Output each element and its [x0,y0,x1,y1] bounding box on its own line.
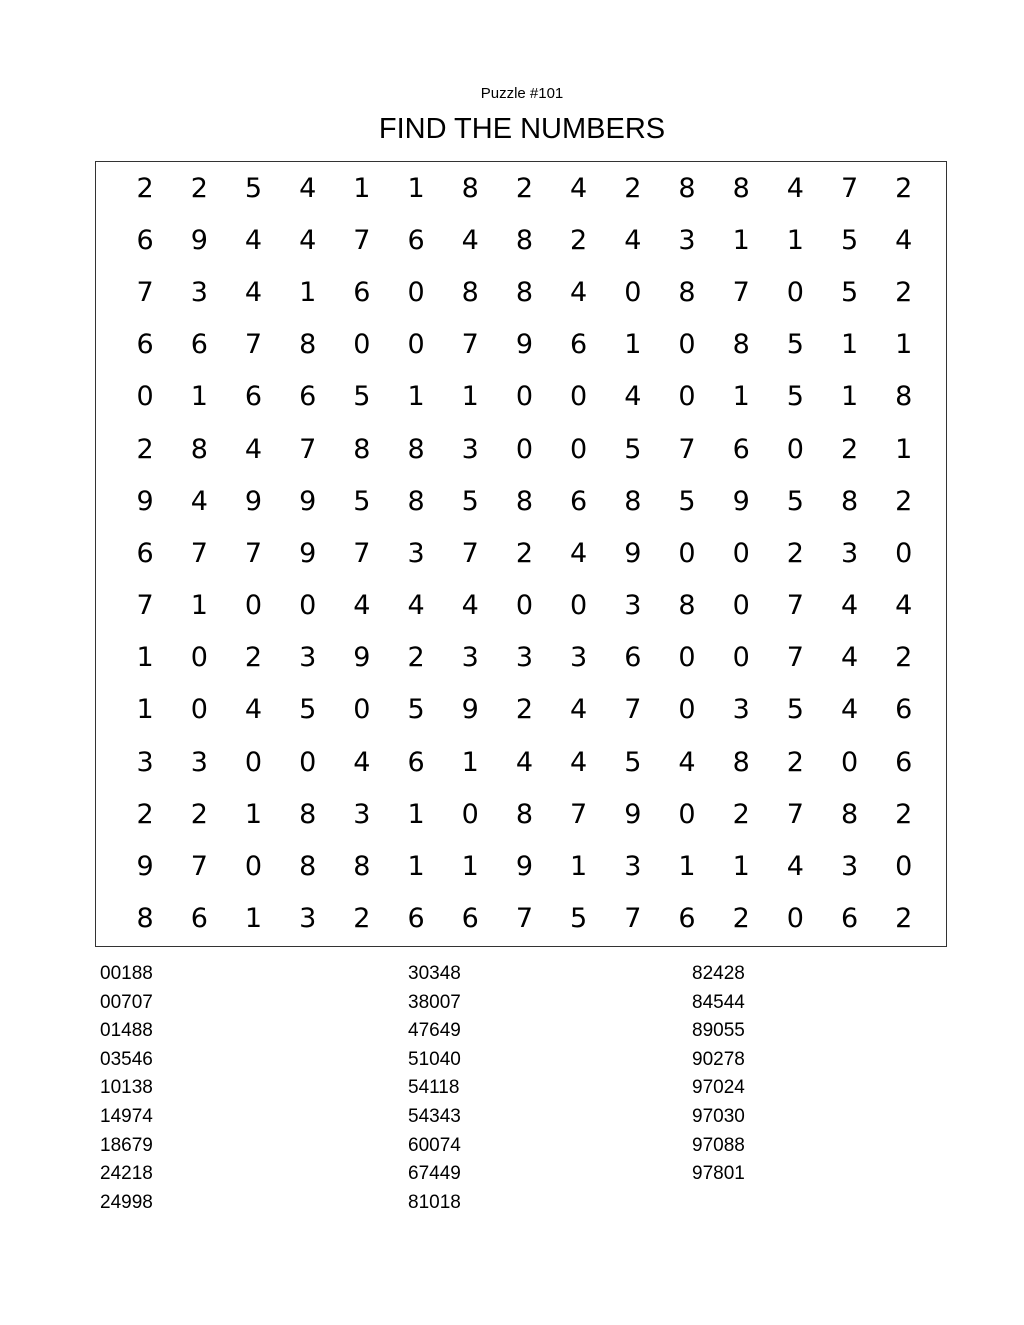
grid-cell: 3 [353,798,371,830]
grid-cell: 4 [624,224,642,256]
grid-cell: 9 [461,694,479,726]
grid-cell: 4 [299,172,317,204]
grid-cell: 0 [732,642,750,674]
grid-cell: 1 [895,329,913,361]
grid-cell: 1 [678,851,696,883]
grid-cell: 0 [570,381,588,413]
grid-cell: 2 [136,433,154,465]
word-list-item: 30348 [408,963,461,984]
grid-cell: 9 [515,329,533,361]
word-list-item: 60074 [408,1134,461,1156]
grid-cell: 8 [353,851,371,883]
grid-cell: 4 [570,746,588,778]
grid-cell: 3 [461,433,479,465]
grid-cell: 1 [244,903,263,935]
page-title: FIND THE NUMBERS [378,113,666,145]
grid-cell: 3 [624,590,642,622]
grid-cell: 9 [515,851,533,883]
grid-cell: 0 [786,276,804,308]
grid-cell: 6 [624,642,642,674]
grid-cell: 2 [732,798,750,830]
grid-cell: 2 [895,642,913,674]
grid-cell: 1 [407,172,425,204]
grid-cell: 0 [786,433,804,465]
grid-cell: 4 [678,746,696,778]
grid-cell: 0 [353,694,371,726]
grid-cell: 7 [678,433,696,465]
word-list-item: 38007 [408,991,461,1013]
grid-cell: 6 [461,903,479,935]
grid-cell: 9 [244,485,263,517]
grid-cell: 1 [895,433,913,465]
grid-cell: 9 [732,485,750,517]
grid-cell: 0 [570,590,588,622]
grid-cell: 6 [678,903,696,935]
grid-cell: 5 [353,485,371,517]
grid-cell: 0 [570,433,588,465]
word-list-item: 97801 [692,1163,745,1185]
grid-cell: 4 [840,590,859,622]
grid-cell: 8 [407,433,425,465]
word-list-item: 00707 [100,991,153,1013]
grid-cell: 6 [407,746,425,778]
puzzle-grid [118,162,931,945]
grid-cell: 7 [515,903,533,935]
grid-cell: 4 [353,746,371,778]
grid-cell: 2 [786,746,804,778]
grid-cell: 5 [624,433,642,465]
grid-cell: 5 [624,746,642,778]
grid-cell: 0 [461,798,479,830]
grid-cell: 0 [515,381,533,413]
grid-cell: 4 [461,224,479,256]
grid-cell: 2 [515,537,533,569]
grid-cell: 2 [407,642,425,674]
grid-cell: 0 [136,381,154,413]
grid-cell: 3 [624,851,642,883]
puzzle-number: Puzzle #101 [480,85,564,102]
grid-cell: 6 [732,433,750,465]
grid-cell: 0 [407,276,425,308]
grid-cell: 4 [840,642,859,674]
word-list-item: 24998 [100,1191,153,1213]
grid-cell: 2 [840,433,859,465]
grid-cell: 6 [299,381,317,413]
grid-cell: 9 [190,224,208,256]
grid-cell: 3 [840,537,859,569]
grid-cell: 1 [786,224,804,256]
grid-cell: 4 [244,224,263,256]
grid-cell: 4 [244,433,263,465]
grid-cell: 8 [732,172,750,204]
grid-cell: 5 [786,329,804,361]
grid-cell: 6 [136,537,154,569]
grid-cell: 0 [299,746,317,778]
grid-cell: 8 [515,224,533,256]
grid-cell: 8 [461,276,479,308]
word-list-item: 97030 [692,1105,745,1127]
grid-cell: 0 [190,642,208,674]
grid-cell: 4 [570,694,588,726]
grid-cell: 5 [353,381,371,413]
grid-cell: 2 [190,172,208,204]
grid-cell: 0 [895,851,913,883]
grid-cell: 0 [244,851,263,883]
grid-cell: 0 [515,433,533,465]
grid-cell: 1 [136,642,154,674]
grid-cell: 1 [299,276,317,308]
grid-cell: 4 [570,276,588,308]
grid-cell: 3 [840,851,859,883]
grid-cell: 3 [570,642,588,674]
grid-cell: 4 [244,694,263,726]
grid-cell: 4 [407,590,425,622]
grid-cell: 2 [136,172,154,204]
grid-cell: 1 [461,746,479,778]
grid-cell: 2 [895,172,913,204]
grid-cell: 2 [515,172,533,204]
grid-cell: 4 [353,590,371,622]
grid-cell: 2 [624,172,642,204]
grid-cell: 3 [678,224,696,256]
grid-cell: 8 [461,172,479,204]
grid-cell: 6 [570,329,588,361]
word-list-item: 84544 [692,991,745,1013]
word-list-item: 82428 [692,963,745,984]
grid-cell: 0 [190,694,208,726]
grid-cell: 5 [244,172,263,204]
word-list-item: 97088 [692,1134,745,1156]
grid-cell: 0 [840,746,859,778]
grid-cell: 4 [515,746,533,778]
grid-cell: 1 [136,694,154,726]
grid-cell: 7 [570,798,588,830]
grid-cell: 7 [732,276,750,308]
grid-cell: 8 [299,329,317,361]
grid-cell: 1 [624,329,642,361]
grid-cell: 3 [299,903,317,935]
grid-cell: 8 [515,485,533,517]
grid-cell: 8 [840,798,859,830]
grid-cell: 8 [678,590,696,622]
grid-cell: 0 [299,590,317,622]
grid-cell: 5 [840,276,859,308]
puzzle-grid-box [95,161,947,947]
grid-cell: 8 [136,903,154,935]
grid-cell: 2 [732,903,750,935]
word-list-item: 10138 [100,1077,153,1099]
grid-cell: 5 [461,485,479,517]
word-list-item: 18679 [100,1134,153,1156]
grid-cell: 7 [624,694,642,726]
grid-cell: 8 [299,851,317,883]
grid-cell: 7 [136,590,154,622]
grid-cell: 5 [786,381,804,413]
word-list-column-1 [100,960,153,1217]
grid-cell: 4 [895,224,913,256]
grid-cell: 3 [299,642,317,674]
grid-cell: 1 [190,381,208,413]
grid-cell: 4 [570,172,588,204]
grid-cell: 0 [732,537,750,569]
grid-cell: 5 [786,485,804,517]
grid-cell: 2 [786,537,804,569]
grid-cell: 7 [190,851,208,883]
grid-cell: 1 [570,851,588,883]
grid-cell: 6 [407,224,425,256]
grid-cell: 3 [732,694,750,726]
grid-cell: 3 [407,537,425,569]
grid-cell: 6 [570,485,588,517]
grid-cell: 2 [190,798,208,830]
grid-cell: 0 [678,381,696,413]
grid-cell: 0 [624,276,642,308]
word-list-item: 24218 [100,1163,153,1185]
grid-cell: 9 [299,485,317,517]
word-list-item: 90278 [692,1048,745,1070]
grid-cell: 7 [786,798,804,830]
word-list-item: 51040 [408,1048,461,1070]
grid-cell: 7 [461,329,479,361]
grid-cell: 6 [136,329,154,361]
grid-cell: 1 [461,851,479,883]
word-list-item: 89055 [692,1020,745,1042]
grid-cell: 3 [461,642,479,674]
grid-cell: 2 [353,903,371,935]
grid-cell: 1 [407,851,425,883]
grid-cell: 7 [353,537,371,569]
grid-cell: 4 [840,694,859,726]
grid-cell: 2 [895,798,913,830]
grid-cell: 5 [678,485,696,517]
grid-cell: 0 [678,798,696,830]
grid-cell: 8 [732,746,750,778]
grid-cell: 7 [840,172,859,204]
grid-cell: 8 [515,798,533,830]
grid-cell: 9 [136,851,154,883]
grid-cell: 7 [461,537,479,569]
grid-cell: 5 [840,224,859,256]
grid-cell: 1 [353,172,371,204]
word-list-item: 67449 [408,1163,461,1185]
word-list-item: 47649 [408,1020,461,1042]
word-list-item: 00188 [100,963,153,984]
grid-cell: 1 [244,798,263,830]
grid-cell: 4 [570,537,588,569]
grid-cell: 7 [244,537,263,569]
grid-cell: 9 [624,798,642,830]
grid-cell: 3 [190,746,208,778]
grid-cell: 0 [678,537,696,569]
grid-cell: 4 [244,276,263,308]
grid-cell: 7 [353,224,371,256]
grid-cell: 8 [353,433,371,465]
grid-cell: 1 [732,381,750,413]
word-list-column-3 [692,960,745,1189]
grid-cell: 6 [190,329,208,361]
grid-cell: 7 [190,537,208,569]
grid-cell: 0 [244,746,263,778]
grid-cell: 2 [244,642,263,674]
grid-cell: 2 [515,694,533,726]
grid-cell: 6 [407,903,425,935]
grid-cell: 1 [732,851,750,883]
grid-cell: 7 [786,642,804,674]
grid-cell: 7 [624,903,642,935]
grid-cell: 1 [840,381,859,413]
grid-cell: 7 [136,276,154,308]
grid-cell: 0 [678,329,696,361]
grid-cell: 0 [353,329,371,361]
grid-cell: 5 [786,694,804,726]
grid-cell: 7 [244,329,263,361]
grid-cell: 4 [299,224,317,256]
grid-cell: 0 [786,903,804,935]
word-list-item: 14974 [100,1105,153,1127]
grid-cell: 6 [895,694,913,726]
grid-cell: 2 [570,224,588,256]
word-list-item: 81018 [408,1191,461,1213]
grid-cell: 1 [732,224,750,256]
grid-cell: 5 [407,694,425,726]
grid-cell: 6 [244,381,263,413]
grid-cell: 8 [678,276,696,308]
word-list-item: 03546 [100,1048,153,1070]
grid-cell: 9 [624,537,642,569]
grid-cell: 6 [136,224,154,256]
grid-cell: 6 [895,746,913,778]
grid-cell: 8 [190,433,208,465]
grid-cell: 6 [190,903,208,935]
grid-cell: 0 [407,329,425,361]
grid-cell: 9 [299,537,317,569]
word-list-column-2 [408,960,461,1217]
grid-cell: 4 [786,851,804,883]
grid-cell: 8 [895,381,913,413]
grid-cell: 4 [461,590,479,622]
grid-cell: 4 [786,172,804,204]
grid-cell: 4 [190,485,208,517]
grid-cell: 0 [678,642,696,674]
grid-cell: 1 [407,381,425,413]
word-list-item: 54118 [408,1077,460,1099]
grid-cell: 0 [244,590,263,622]
grid-cell: 1 [461,381,479,413]
grid-cell: 1 [407,798,425,830]
grid-cell: 8 [678,172,696,204]
word-list-item: 01488 [100,1020,153,1042]
grid-cell: 2 [895,276,913,308]
grid-cell: 2 [895,485,913,517]
grid-cell: 9 [136,485,154,517]
grid-cell: 8 [840,485,859,517]
grid-cell: 5 [299,694,317,726]
grid-cell: 4 [895,590,913,622]
grid-cell: 8 [407,485,425,517]
grid-cell: 1 [840,329,859,361]
grid-cell: 2 [136,798,154,830]
grid-cell: 0 [515,590,533,622]
grid-cell: 3 [515,642,533,674]
grid-cell: 8 [624,485,642,517]
grid-cell: 1 [190,590,208,622]
grid-cell: 8 [732,329,750,361]
grid-cell: 3 [136,746,154,778]
grid-cell: 7 [786,590,804,622]
grid-cell: 5 [570,903,588,935]
grid-cell: 0 [732,590,750,622]
grid-cell: 2 [895,903,913,935]
word-list-item: 97024 [692,1077,745,1099]
grid-cell: 3 [190,276,208,308]
grid-cell: 6 [840,903,859,935]
grid-cell: 0 [895,537,913,569]
grid-cell: 9 [353,642,371,674]
grid-cell: 7 [299,433,317,465]
grid-cell: 6 [353,276,371,308]
word-list-item: 54343 [408,1105,461,1127]
grid-cell: 8 [515,276,533,308]
grid-cell: 4 [624,381,642,413]
grid-cell: 0 [678,694,696,726]
grid-cell: 8 [299,798,317,830]
